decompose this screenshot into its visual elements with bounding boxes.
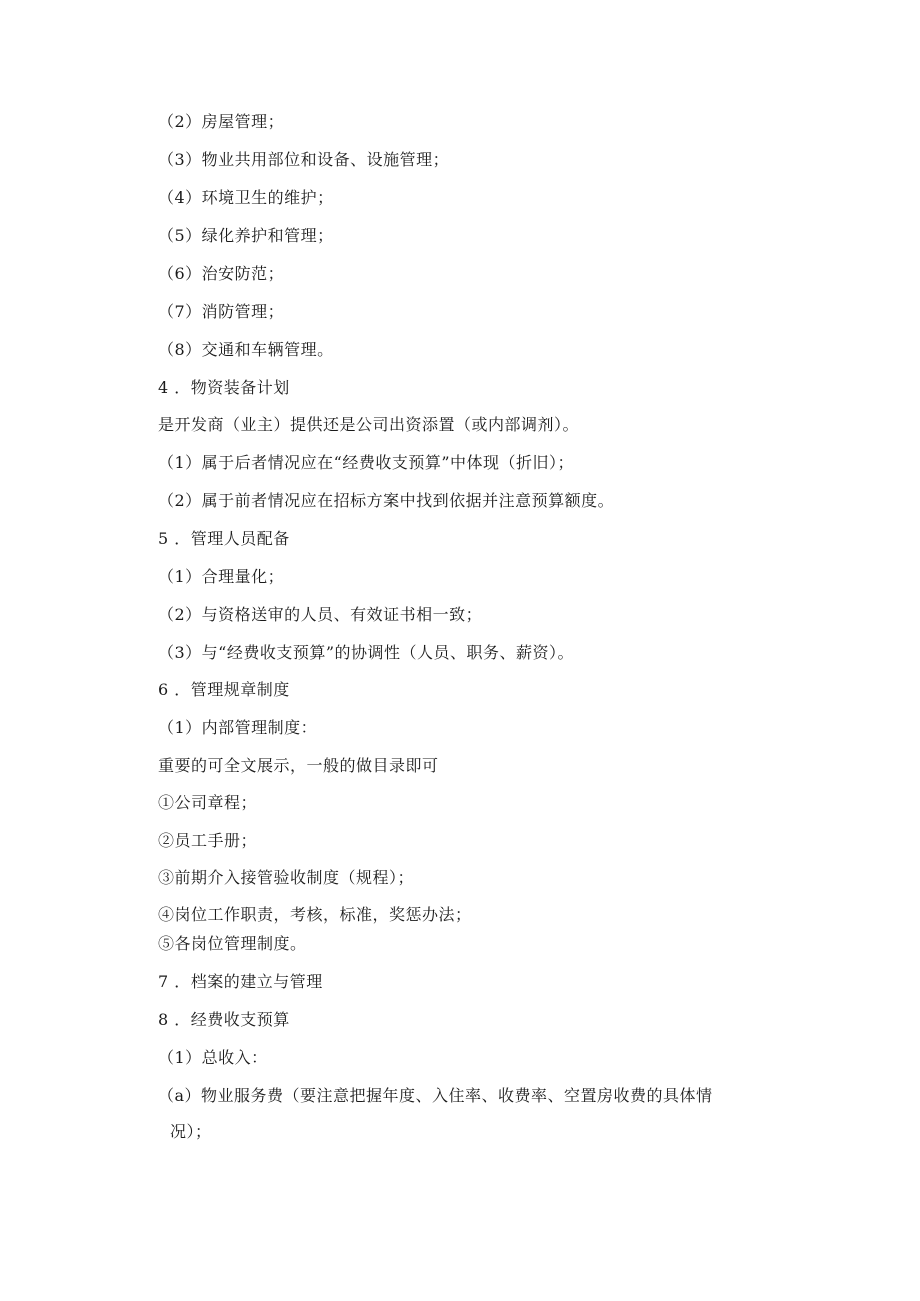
section-heading: 5 ．管理人员配备 [158,529,290,548]
text-line: （3）与“经费收支预算”的协调性（人员、职务、薪资）。 [158,643,575,662]
list-item: ④岗位工作职责，考核，标准，奖惩办法； [158,905,472,924]
section-heading: 6 ．管理规章制度 [158,680,290,699]
text-line: （2）属于前者情况应在招标方案中找到依据并注意预算额度。 [158,491,615,510]
text-line-continuation: 况）； [170,1122,212,1141]
text-line: （6）治安防范； [158,264,285,283]
text-line: （3）物业共用部位和设备、设施管理； [158,150,450,169]
text-line: （5）绿化养护和管理； [158,226,334,245]
list-item: ②员工手册； [158,831,258,850]
text-line: （1）属于后者情况应在“经费收支预算”中体现（折旧）； [158,453,575,472]
text-line: （1）总收入： [158,1048,268,1067]
text-line: （2）与资格送审的人员、有效证书相一致； [158,605,483,624]
list-item: ③前期介入接管验收制度（规程）； [158,868,415,887]
section-heading: 8 ．经费收支预算 [158,1010,290,1029]
text-line: （8）交通和车辆管理。 [158,340,334,359]
text-line: （7）消防管理； [158,302,285,321]
section-heading: 7 ．档案的建立与管理 [158,972,323,991]
list-item: ⑤各岗位管理制度。 [158,934,307,953]
text-line: （1）合理量化； [158,567,285,586]
text-line: 重要的可全文展示，一般的做目录即可 [158,756,439,775]
text-line: （1）内部管理制度： [158,718,318,737]
text-line: （a）物业服务费（要注意把握年度、入住率、收费率、空置房收费的具体情 [158,1086,713,1105]
list-item: ①公司章程； [158,793,258,812]
text-line: （2）房屋管理； [158,112,285,131]
text-line: （4）环境卫生的维护； [158,188,334,207]
text-line: 是开发商（业主）提供还是公司出资添置（或内部调剂）。 [158,415,580,434]
section-heading: 4 ．物资装备计划 [158,378,290,397]
